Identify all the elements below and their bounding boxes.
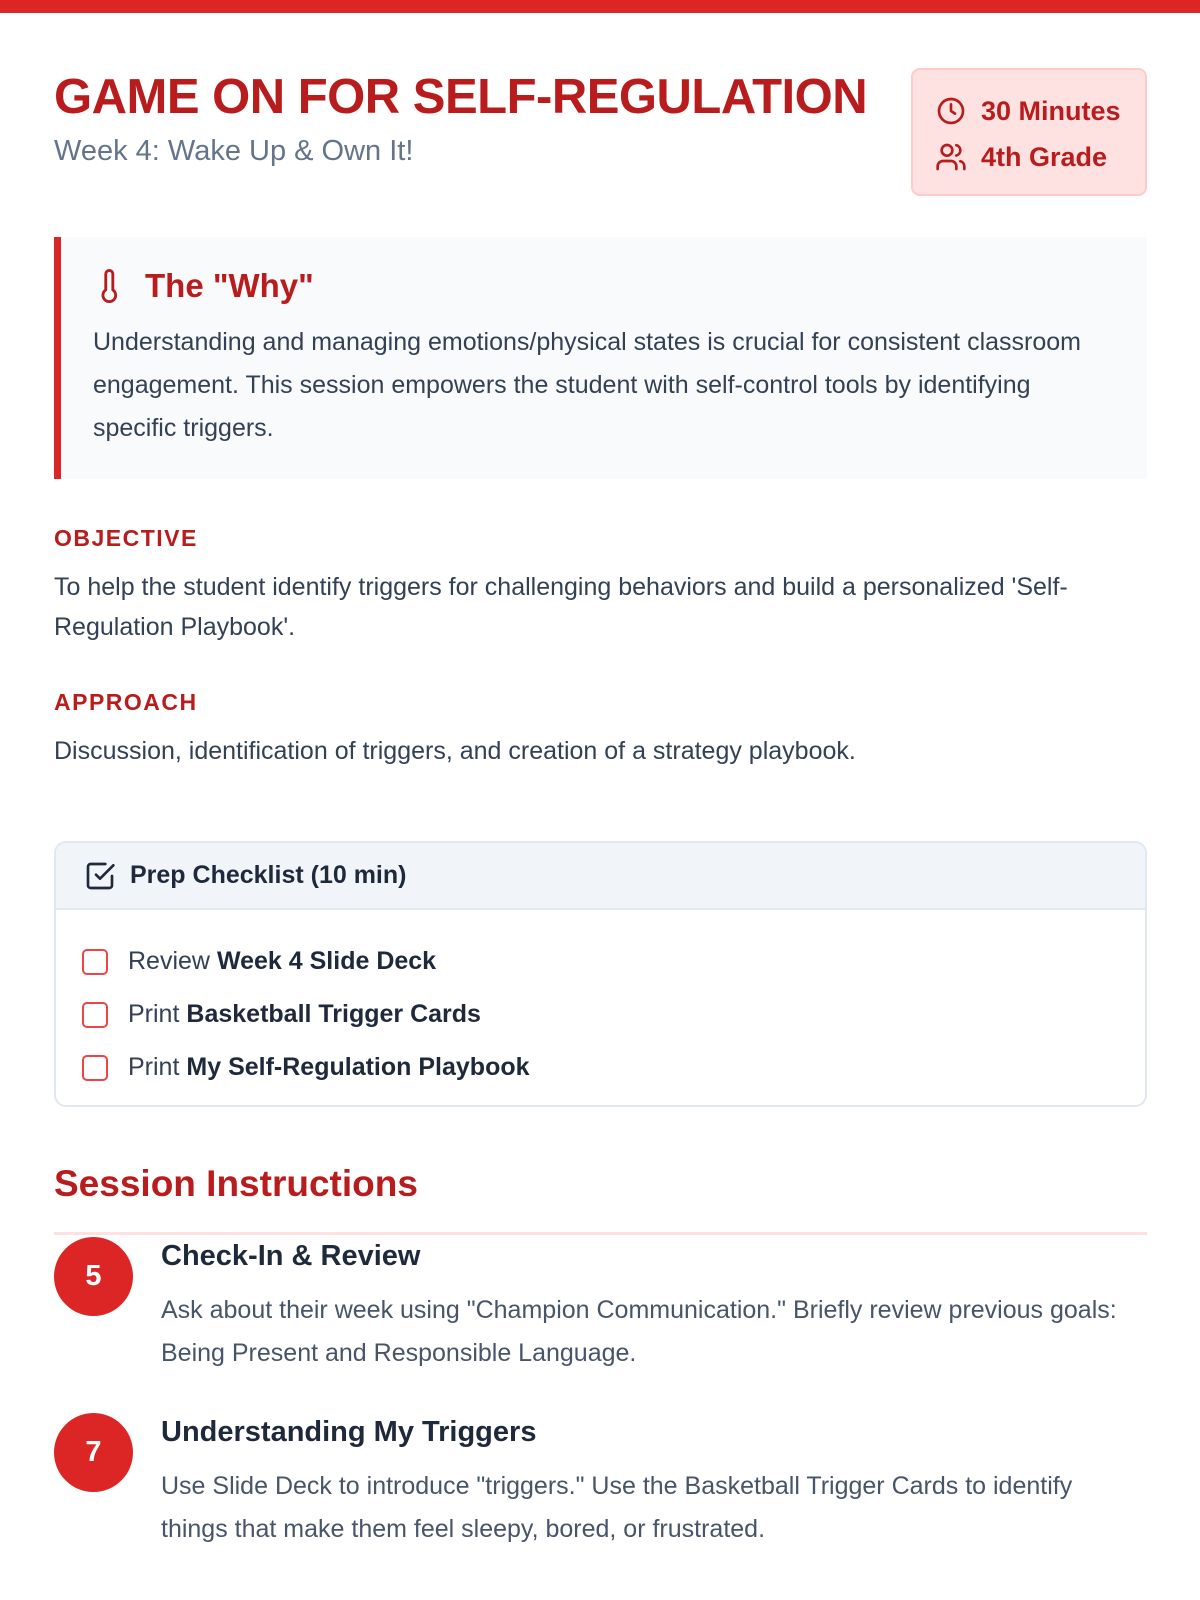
lesson-page <box>54 13 1147 1543</box>
checklist-items <box>56 910 1145 1094</box>
checkbox[interactable] <box>82 1002 108 1028</box>
checkbox-icon <box>84 860 116 892</box>
prep-checklist <box>54 841 1147 1107</box>
checklist-item-name: Basketball Trigger Cards <box>186 1000 481 1028</box>
page-subtitle: Week 4: Wake Up & Own It! <box>54 135 414 167</box>
approach-label: APPROACH <box>54 689 198 715</box>
step-number-badge: 5 <box>54 1237 133 1316</box>
checklist-item[interactable] <box>82 935 1145 988</box>
checkbox[interactable] <box>82 1055 108 1081</box>
section-divider <box>54 1232 1147 1235</box>
duration-text: 30 Minutes <box>981 95 1121 126</box>
step-text: Use Slide Deck to introduce "triggers." Use the Basketball Trigger Cards to identify things that make them feel sleepy, bored, or frustrated. <box>161 1472 1073 1543</box>
checklist-header <box>56 843 1145 910</box>
duration-row <box>935 88 1145 134</box>
grade-text: 4th Grade <box>981 141 1108 172</box>
objective-text: To help the student identify triggers for challenging behaviors and build a personalized 'Self-Regulation Playbook'. <box>54 573 1068 641</box>
why-heading <box>93 265 1107 307</box>
why-text: Understanding and managing emotions/physical states is crucial for consistent classroom engagement. This session empowers the student with self-control tools by identifying specific triggers. <box>93 328 1081 442</box>
lesson-meta-badge <box>911 68 1147 196</box>
thermometer-icon <box>93 266 127 306</box>
checklist-item-name: My Self-Regulation Playbook <box>186 1053 530 1081</box>
clock-icon <box>935 95 967 127</box>
users-icon <box>935 141 967 173</box>
checklist-item[interactable] <box>82 1041 1145 1094</box>
checklist-item-verb: Review <box>128 947 210 975</box>
checklist-title: Prep Checklist (10 min) <box>130 861 407 889</box>
step-number-badge: 7 <box>54 1413 133 1492</box>
page-title: GAME ON FOR SELF-REGULATION <box>54 70 868 124</box>
checklist-item-verb: Print <box>128 1053 180 1081</box>
top-accent-bar <box>0 0 1200 13</box>
checklist-item-name: Week 4 Slide Deck <box>216 947 437 975</box>
checklist-item-verb: Print <box>128 1000 180 1028</box>
grade-row <box>935 134 1145 180</box>
section-title: Session Instructions <box>54 1163 418 1204</box>
objective-label: OBJECTIVE <box>54 525 198 551</box>
why-title: The "Why" <box>145 267 314 304</box>
step-title: Check-In & Review <box>161 1240 421 1272</box>
why-callout <box>54 237 1147 479</box>
step-title: Understanding My Triggers <box>161 1416 537 1448</box>
step-text: Ask about their week using "Champion Communication." Briefly review previous goals: Being Present and Responsible Language. <box>161 1296 1117 1367</box>
checklist-item[interactable] <box>82 988 1145 1041</box>
approach-text: Discussion, identification of triggers, and creation of a strategy playbook. <box>54 737 856 765</box>
lesson-header <box>54 13 1147 213</box>
checkbox[interactable] <box>82 949 108 975</box>
